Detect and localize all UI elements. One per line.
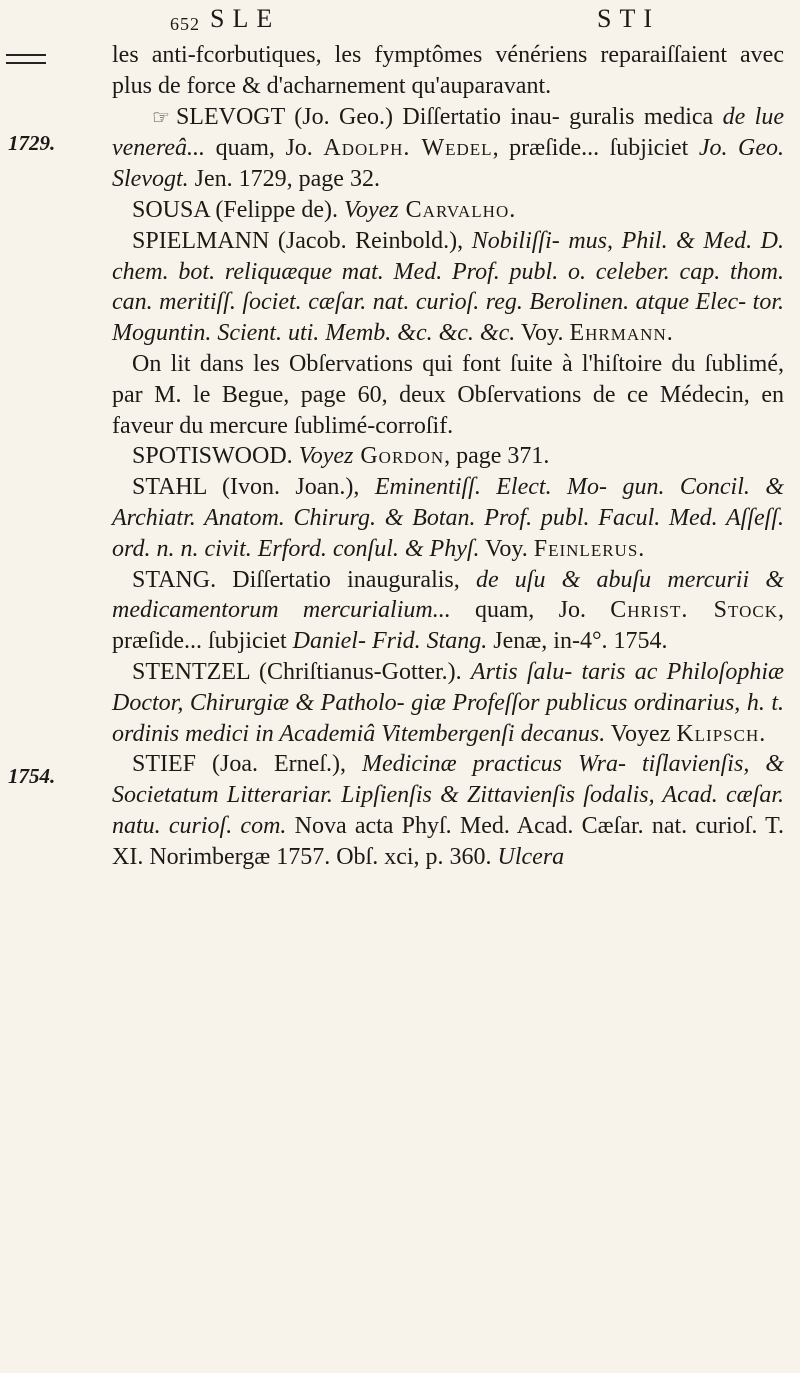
entry-headword: SLEVOGT: [175, 103, 285, 130]
observation-note: On lit dans les Obſervations qui font ſuite à l'hiſtoire du ſublimé, par M. le Begue, page 60, deux Obſervations de ce Médecin, en faveur du mercure ſublimé-corroſif.: [112, 350, 784, 439]
text-column: [112, 40, 784, 873]
header-rule: [6, 54, 46, 64]
entry-spotiswood: SPOTISWOOD. Voyez Gordon, page 371.: [132, 443, 550, 470]
left-running-head: SLE: [210, 4, 281, 33]
running-header: [170, 4, 660, 38]
right-running-head: STI: [597, 4, 660, 33]
entry-headword: SPIELMANN: [132, 227, 270, 254]
entry-stahl: STAHL (Ivon. Joan.), Eminentiſſ. Elect. Mo- gun. Concil. & Archiatr. Anatom. Chirurg. & Botan. Prof. publ. Facul. Med. Aſſeſſ. ord. n. n. civit. Erford. conſul. & Phyſ. Voy. Feinlerus.: [112, 474, 785, 562]
entry-stang: STANG. Diſſertatio inauguralis, de uſu & abuſu mercurii & medicamentorum mercurialium... quam, Jo. Christ. Stock, præſide... ſubjiciet Daniel- Frid. Stang. Jenæ, in-4°. 1754.: [112, 566, 784, 655]
pointing-hand-icon: ☞: [152, 106, 170, 129]
entry-headword: STANG.: [132, 566, 217, 593]
entry-continuation: les anti-fcorbutiques, les fymptômes vénériens reparaiſſaient avec plus de force & d'acharnement qu'auparavant.: [112, 42, 784, 99]
entry-sousa: SOUSA (Felippe de). Voyez Carvalho.: [132, 196, 517, 223]
entry-headword: STIEF: [132, 751, 197, 778]
entry-headword: STAHL: [132, 474, 207, 501]
margin-year-1754: 1754.: [8, 764, 56, 788]
page-number: 652: [170, 14, 200, 34]
entry-stentzel: STENTZEL (Chriſtianus-Gotter.). Artis ſalu- taris ac Philoſophiæ Doctor, Chirurgiæ & Patholo- giæ Profeſſor publicus ordinarius, h. t. ordinis medici in Academiâ Vitembergenſi decanus. Voyez Klipsch.: [112, 658, 784, 747]
entry-slevogt: ☞ SLEVOGT (Jo. Geo.) Diſſertatio inau- guralis medica de lue venereâ... quam, Jo. Adolph. Wedel, præſide... ſubjiciet Jo. Geo. Slevogt. Jen. 1729, page 32.: [112, 103, 785, 193]
entry-headword: SPOTISWOOD.: [132, 443, 293, 470]
entry-headword: STENTZEL: [132, 658, 250, 685]
entry-spielmann: SPIELMANN (Jacob. Reinbold.), Nobiliſſi- mus, Phil. & Med. D. chem. bot. reliquæque mat. Med. Prof. publ. o. celeber. cap. thom. can. meritiſſ. ſociet. cæſar. nat. curioſ. reg. Berolinen. atque Elec- tor. Moguntin. Scient. uti. Memb. &c. &c. &c. Voy. Ehrmann.: [112, 227, 784, 347]
entry-stief: STIEF (Joa. Erneſ.), Medicinæ practicus Wra- tiſlavienſis, & Societatum Litterariar. Lipſienſis & Zittavienſis ſodalis, Acad. cæſar. natu. curioſ. com. Nova acta Phyſ. Med. Acad. Cæſar. nat. curioſ. T. XI. Norimbergæ 1757. Obſ. xci, p. 360. Ulcera: [112, 751, 784, 870]
margin-year-1729: 1729.: [8, 131, 56, 155]
entry-headword: SOUSA: [132, 196, 210, 223]
